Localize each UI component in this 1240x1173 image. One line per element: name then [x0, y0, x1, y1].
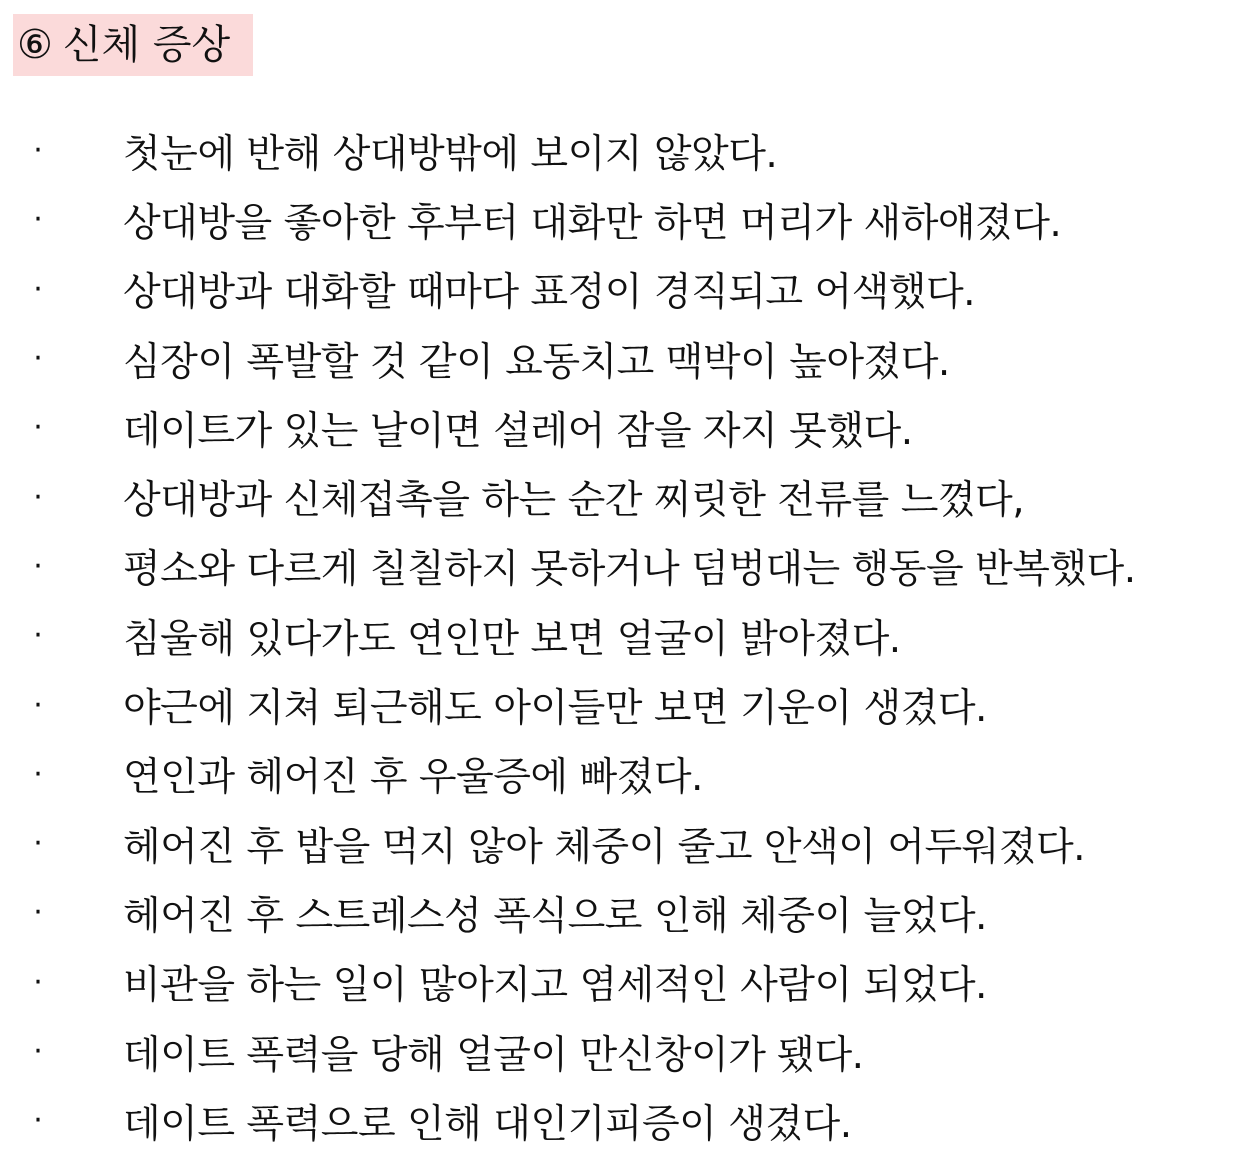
- bullet: ·: [33, 271, 43, 307]
- bullet: ·: [33, 133, 43, 169]
- bullet: ·: [33, 548, 43, 584]
- list-item: [0, 1086, 1240, 1155]
- list-item-text: 침울해 있다가도 연인만 보면 얼굴이 밝아졌다.: [123, 616, 901, 662]
- list-item: [0, 393, 1240, 462]
- bullet: ·: [33, 410, 43, 446]
- bullet: ·: [33, 895, 43, 931]
- list-item: [0, 878, 1240, 947]
- list-item-text: 헤어진 후 밥을 먹지 않아 체중이 줄고 안색이 어두워졌다.: [123, 824, 1086, 870]
- list-item-text: 데이트가 있는 날이면 설레어 잠을 자지 못했다.: [123, 408, 913, 454]
- list-item-text: 상대방과 신체접촉을 하는 순간 찌릿한 전류를 느꼈다,: [123, 478, 1025, 524]
- list-item-text: 첫눈에 반해 상대방밖에 보이지 않았다.: [123, 131, 778, 177]
- list-item-text: 연인과 헤어진 후 우울증에 빠졌다.: [123, 755, 703, 801]
- list-item: [0, 670, 1240, 739]
- bullet: ·: [33, 479, 43, 515]
- bullet: ·: [33, 826, 43, 862]
- bullet: ·: [33, 687, 43, 723]
- list-item-text: 헤어진 후 스트레스성 폭식으로 인해 체중이 늘었다.: [123, 893, 987, 939]
- heading-number: ⑥: [17, 22, 53, 68]
- list-item: [0, 116, 1240, 185]
- list-item-text: 데이트 폭력으로 인해 대인기피증이 생겼다.: [123, 1101, 852, 1147]
- list-item: [0, 948, 1240, 1017]
- list-item-text: 심장이 폭발할 것 같이 요동치고 맥박이 높아졌다.: [123, 339, 950, 385]
- list-item-text: 평소와 다르게 칠칠하지 못하거나 덤벙대는 행동을 반복했다.: [123, 547, 1136, 593]
- list-item-text: 상대방과 대화할 때마다 표정이 경직되고 어색했다.: [123, 270, 976, 316]
- list-item: [0, 1017, 1240, 1086]
- bullet: ·: [33, 756, 43, 792]
- bullet: ·: [33, 341, 43, 377]
- list-item-text: 데이트 폭력을 당해 얼굴이 만신창이가 됐다.: [123, 1032, 864, 1078]
- section-heading: [13, 14, 253, 76]
- symptom-list: [0, 116, 1240, 1155]
- list-item: [0, 740, 1240, 809]
- bullet: ·: [33, 202, 43, 238]
- bullet: ·: [33, 1103, 43, 1139]
- list-item: [0, 185, 1240, 254]
- bullet: ·: [33, 1034, 43, 1069]
- bullet: ·: [33, 964, 43, 1000]
- heading-title: 신체 증상: [62, 22, 231, 68]
- list-item-text: 야근에 지쳐 퇴근해도 아이들만 보면 기운이 생겼다.: [123, 686, 987, 732]
- list-item-text: 비관을 하는 일이 많아지고 염세적인 사람이 되었다.: [123, 963, 987, 1009]
- list-item: [0, 324, 1240, 393]
- list-item: [0, 809, 1240, 878]
- list-item: [0, 532, 1240, 601]
- list-item-text: 상대방을 좋아한 후부터 대화만 하면 머리가 새하얘졌다.: [123, 200, 1062, 246]
- list-item: [0, 462, 1240, 531]
- list-item: [0, 255, 1240, 324]
- bullet: ·: [33, 618, 43, 654]
- list-item: [0, 601, 1240, 670]
